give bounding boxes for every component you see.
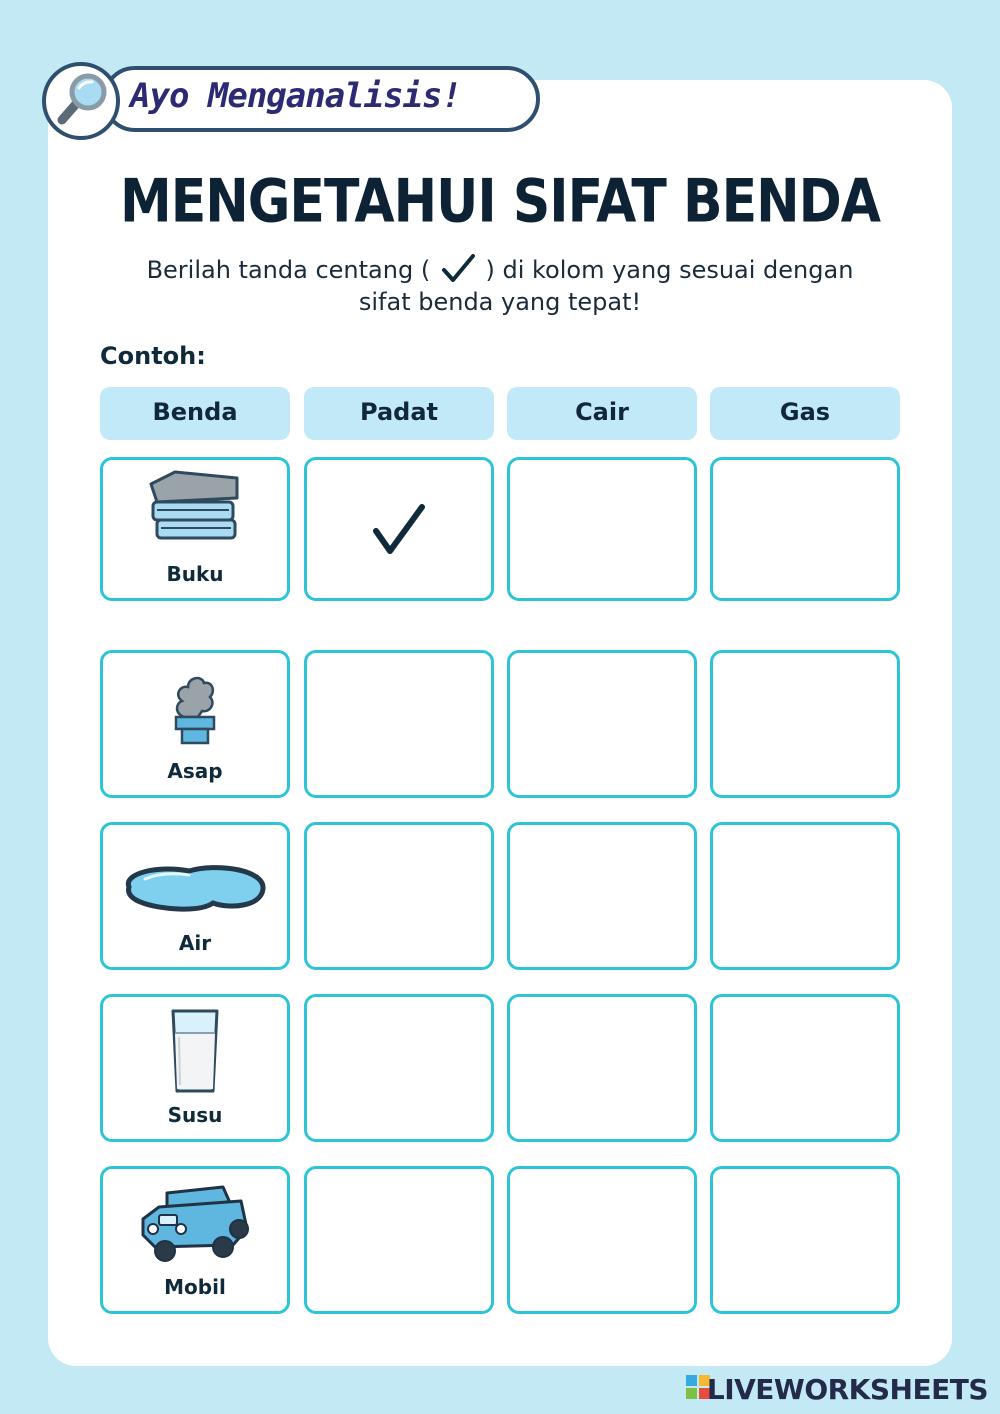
milk-glass-icon: [167, 1007, 223, 1095]
object-cell-susu: [100, 994, 290, 1142]
checkmark-icon: [372, 501, 426, 557]
instruction-before: Berilah tanda centang (: [146, 256, 431, 284]
header-benda: Benda: [100, 387, 290, 440]
answer-cell-susu-cair[interactable]: [507, 994, 697, 1142]
water-puddle-icon: [119, 859, 271, 917]
object-cell-buku: [100, 457, 290, 601]
header-cair: Cair: [507, 387, 697, 440]
object-cell-mobil: [100, 1166, 290, 1314]
page-title: MENGETAHUI SIFAT BENDA: [119, 167, 881, 237]
example-label: Contoh:: [100, 342, 206, 370]
checkmark-icon: [438, 252, 478, 286]
magnifier-badge: [42, 62, 120, 140]
books-icon: [145, 468, 245, 548]
instruction-after: ) di kolom yang sesuai dengan: [485, 256, 854, 284]
instruction-line2: sifat benda yang tepat!: [358, 288, 642, 316]
object-cell-air: [100, 822, 290, 970]
answer-cell-asap-gas[interactable]: [710, 650, 900, 798]
cell-buku-cair: [507, 457, 697, 601]
object-name-susu: Susu: [167, 1103, 223, 1127]
answer-cell-air-cair[interactable]: [507, 822, 697, 970]
object-cell-asap: [100, 650, 290, 798]
answer-cell-mobil-cair[interactable]: [507, 1166, 697, 1314]
object-name-air: Air: [178, 931, 212, 955]
footer-brand: LIVEWORKSHEETS: [706, 1373, 988, 1406]
smoke-chimney-icon: [160, 661, 230, 749]
object-name-mobil: Mobil: [164, 1275, 226, 1299]
answer-cell-mobil-padat[interactable]: [304, 1166, 494, 1314]
answer-cell-air-padat[interactable]: [304, 822, 494, 970]
object-name-asap: Asap: [167, 759, 223, 783]
answer-cell-mobil-gas[interactable]: [710, 1166, 900, 1314]
answer-cell-air-gas[interactable]: [710, 822, 900, 970]
header-gas: Gas: [710, 387, 900, 440]
header-padat: Padat: [304, 387, 494, 440]
answer-cell-susu-padat[interactable]: [304, 994, 494, 1142]
section-badge: [42, 62, 502, 138]
car-icon: [137, 1179, 253, 1265]
instruction: [0, 252, 1000, 318]
magnifier-icon: [46, 66, 116, 136]
cell-buku-padat: [304, 457, 494, 601]
answer-cell-susu-gas[interactable]: [710, 994, 900, 1142]
answer-cell-asap-padat[interactable]: [304, 650, 494, 798]
badge-label: Ayo Menganalisis!: [130, 76, 461, 116]
answer-cell-asap-cair[interactable]: [507, 650, 697, 798]
cell-buku-gas: [710, 457, 900, 601]
object-name-buku: Buku: [166, 562, 224, 586]
